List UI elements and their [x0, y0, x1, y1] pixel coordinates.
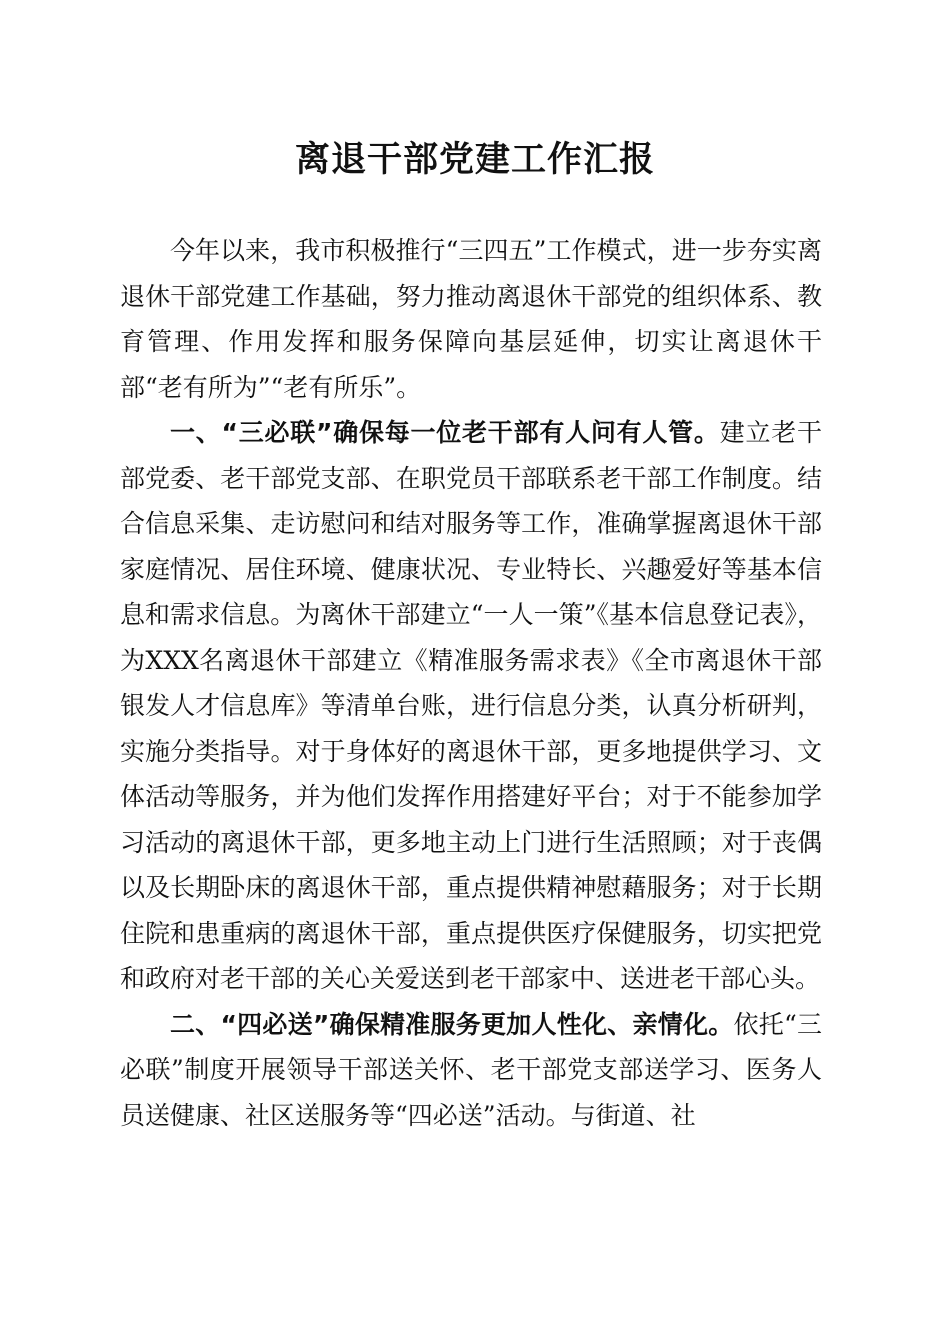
section-one-text: 建立老干部党委、老干部党支部、在职党员干部联系老干部工作制度。结合信息采集、走访慰问和结对服务等工作，准确掌握离退休干部家庭情况、居住环境、健康状况、专业特长、兴趣爱好等基本信息和需求信息。为离休干部建立“一人一策”《基本信息登记表》，为XXX名离退休干部建立《精准服务需求表》《全市离退休干部银发人才信息库》等清单台账，进行信息分类，认真分析研判，实施分类指导。对于身体好的离退休干部，更多地提供学习、文体活动等服务，并为他们发挥作用搭建好平台；对于不能参加学习活动的离退休干部，更多地主动上门进行生活照顾；对于丧偶以及长期卧床的离退休干部，重点提供精神慰藉服务；对于长期住院和患重病的离退休干部，重点提供医疗保健服务，切实把党和政府对老干部的关心关爱送到老干部家中、送进老干部心头。 [120, 418, 822, 993]
section-one-heading: 一、“三必联”确保每一位老干部有人问有人管。 [170, 418, 720, 447]
document-body [120, 228, 822, 1138]
section-two-text: 依托“三必联”制度开展领导干部送关怀、老干部党支部送学习、医务人员送健康、社区送服务等“四必送”活动。与街道、社 [120, 1009, 822, 1130]
intro-paragraph [120, 228, 822, 410]
section-one-paragraph [120, 410, 822, 1002]
section-two-paragraph [120, 1002, 822, 1139]
intro-text: 今年以来，我市积极推行“三四五”工作模式，进一步夯实离退休干部党建工作基础，努力推动离退休干部党的组织体系、教育管理、作用发挥和服务保障向基层延伸，切实让离退休干部“老有所为”“老有所乐”。 [120, 236, 822, 402]
section-two-heading: 二、“四必送”确保精准服务更加人性化、亲情化。 [170, 1009, 734, 1039]
document-title: 离退干部党建工作汇报 [294, 139, 655, 180]
